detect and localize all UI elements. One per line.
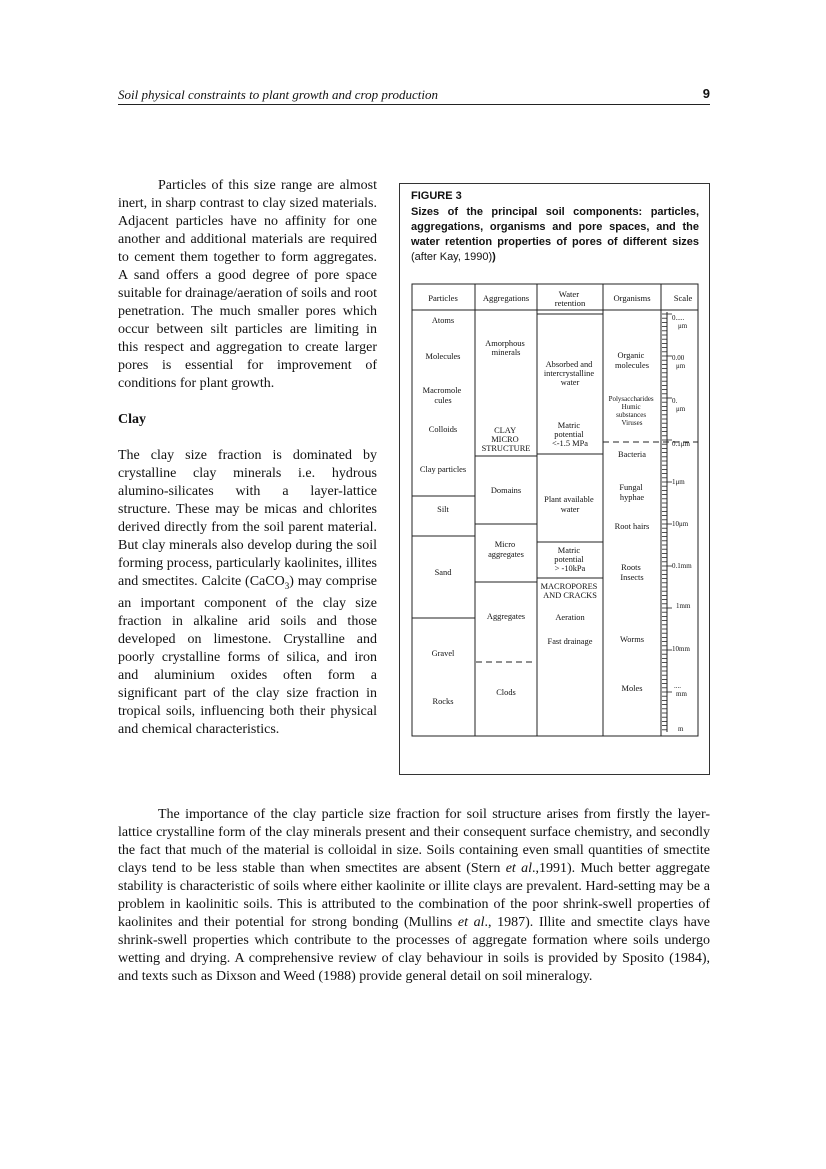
water-matric-low	[552, 421, 588, 448]
paragraph-clay-importance	[118, 806, 710, 986]
water-aeration: Aeration	[555, 613, 585, 622]
org-worms: Worms	[620, 635, 644, 644]
particle-rocks: Rocks	[432, 697, 454, 706]
macropores-l1: MACROPORES	[540, 582, 598, 591]
caption-ref: (after Kay, 1990)	[411, 251, 493, 263]
water-absorbed	[544, 360, 596, 387]
fungal-l2: hyphae	[619, 493, 645, 502]
roots-l1: Roots	[621, 563, 641, 572]
scale-label-15: m	[678, 725, 684, 733]
particle-atoms: Atoms	[431, 316, 455, 325]
paragraph-clay	[118, 447, 377, 739]
absorbed-l2: intercrystalline	[543, 369, 595, 378]
macromolecules-l2: cules	[434, 396, 452, 405]
subscript-3: 3	[284, 580, 290, 591]
agg-amorphous	[485, 339, 527, 357]
plant-available-l1: Plant available	[544, 495, 594, 504]
scale-label-8: 1μm	[672, 478, 685, 486]
matric-low-l3: <-1.5 MPa	[552, 439, 588, 448]
polysaccharides-l1: Polysaccharides	[608, 395, 654, 403]
header-particles: Particles	[428, 293, 458, 303]
header-organisms: Organisms	[613, 293, 651, 303]
particle-colloids: Colloids	[428, 425, 458, 434]
matric-high-l2: potential	[554, 555, 584, 564]
macropores-l2: AND CRACKS	[543, 591, 597, 600]
header-water-l2: retention	[554, 298, 586, 308]
org-fungal-hyphae	[619, 483, 644, 502]
clay-micro-l3: STRUCTURE	[481, 444, 531, 453]
scale-label-12: 10mm	[672, 645, 690, 653]
bottom-etal-2: et al	[457, 915, 485, 930]
running-title: Soil physical constraints to plant growth and crop production	[118, 87, 438, 102]
water-matric-high	[554, 546, 585, 573]
absorbed-l1: Absorbed and	[545, 360, 593, 369]
polysaccharides-l4: Viruses	[621, 419, 643, 427]
caption-close: )	[492, 251, 496, 263]
micro-agg-l1: Micro	[494, 540, 516, 549]
bottom-text-2: .,1991). Much better aggregate stability is characteristic of soils where either kaolinite or illite clays are prevalent. Hard-setting may be a problem in kaolinitic soils. This is attributed to the combination of the poor shrink-swell properties of kaolinites and their potential for strong bonding (Mullins	[118, 861, 710, 930]
particle-molecules: Molecules	[425, 352, 461, 361]
particle-gravel: Gravel	[431, 649, 455, 658]
matric-high-l1: Matric	[557, 546, 581, 555]
agg-clay-micro	[482, 426, 531, 453]
clay-text-a: The clay size fraction is dominated by crystalline clay minerals i.e. hydrous alumino-silicates with a layer-lattice structure. These may be micas and chlorites derived directly from the soil parent material. But clay minerals also develop during the soil forming process, particularly kaolinites, illites and smectites. Calcite (CaCO	[118, 448, 377, 589]
scale-label-6: μm	[676, 405, 686, 413]
header-scale: Scale	[673, 293, 693, 303]
org-polysaccharides	[609, 395, 656, 427]
scale-label-1: 0.....	[672, 314, 685, 322]
scale-label-5: 0.	[672, 397, 678, 405]
micro-agg-l2: aggregates	[488, 550, 524, 559]
caption-bold: Sizes of the principal soil components: particles, aggregations, organisms and pore spaces, and the water retention properties of pores of different sizes	[411, 206, 699, 248]
particle-sand: Sand	[434, 568, 452, 577]
org-root-hairs: Root hairs	[614, 522, 650, 531]
amorphous-l2: minerals	[491, 348, 521, 357]
scale-label-11: 1mm	[676, 602, 691, 610]
absorbed-l3: water	[560, 378, 580, 387]
plant-available-l2: water	[560, 505, 580, 514]
bottom-etal-1: et al	[505, 861, 533, 876]
scale-label-9: 10μm	[672, 520, 689, 528]
running-header	[118, 86, 710, 105]
agg-domains: Domains	[490, 486, 522, 495]
page-number: 9	[702, 86, 710, 101]
agg-micro	[488, 540, 524, 559]
water-macropores	[541, 582, 600, 600]
scale-label-13: ....	[674, 682, 681, 690]
particle-clay: Clay particles	[419, 465, 467, 474]
organic-molecules-l1: Organic	[617, 351, 645, 360]
amorphous-l1: Amorphous	[485, 339, 525, 348]
paragraph-particles: Particles of this size range are almost inert, in sharp contrast to clay sized materials. Adjacent particles have no affinity for one another and additional materials are required to cement them together to form aggregates. A sand offers a good degree of pore space suitable for drainage/aeration of soils and root penetration. The much smaller pores which occur between silt particles are limiting in this respect and aggregation to create larger pores is essential for improvement of conditions for plant growth.	[118, 178, 377, 391]
header-water-l1: Water	[558, 289, 580, 299]
scale-label-7: 0.1μm	[672, 440, 690, 448]
roots-l2: Insects	[620, 573, 644, 582]
left-column	[118, 177, 377, 739]
agg-aggregates: Aggregates	[486, 612, 526, 621]
macromolecules-l1: Macromole	[422, 386, 462, 395]
org-moles: Moles	[621, 684, 643, 693]
scale-label-2: μm	[678, 322, 688, 330]
fungal-l1: Fungal	[619, 483, 643, 492]
matric-high-l3: > -10kPa	[554, 564, 586, 573]
section-heading-clay: Clay	[118, 412, 146, 427]
organic-molecules-l2: molecules	[615, 361, 649, 370]
polysaccharides-l3: substances	[616, 411, 647, 419]
particle-silt: Silt	[437, 505, 449, 514]
scale-label-4: μm	[676, 362, 686, 370]
figure-label: FIGURE 3	[411, 190, 462, 202]
clay-text-b: ) may comprise an important component of the clay size fraction in alkaline arid soils and those developed on limestone. Crystalline and poorly crystalline forms of silica, and iron and aluminium oxides often form a significant part of the clay size fraction in tropical soils, influencing both their physical and chemical characteristics.	[118, 574, 377, 737]
bottom-text-1: The importance of the clay particle size fraction for soil structure arises from firstly the layer-lattice crystalline form of the clay minerals present and their consequent surface chemistry, and secondly the fact that much of the material is colloidal in size. Soils containing even small quantities of smectite clays tend to be less stable than when smectites are absent (Stern	[118, 807, 710, 876]
figure-3	[399, 183, 710, 775]
org-roots-insects	[620, 563, 643, 582]
particle-macromolecules	[423, 386, 464, 405]
matric-low-l2: potential	[554, 430, 584, 439]
scale-label-10: 0.1mm	[672, 562, 692, 570]
header-water	[555, 289, 586, 308]
clay-micro-l2: MICRO	[491, 435, 519, 444]
scale-label-3: 0.00	[672, 354, 685, 362]
water-plant-available	[544, 495, 596, 514]
header-aggregations: Aggregations	[482, 293, 530, 303]
water-fast-drainage: Fast drainage	[547, 637, 593, 646]
bottom-text-3: ., 1987). Illite and smectite clays have shrink-swell properties which contribute to the processes of aggregate formation where soils undergo wetting and drying. A comprehensive review of clay behaviour in soils is provided by Sposito (1984), and texts such as Dixson and Weed (1988) provide general detail on soil mineralogy.	[118, 915, 710, 984]
org-organic-molecules	[615, 351, 649, 370]
matric-low-l1: Matric	[557, 421, 581, 430]
body-paragraph	[118, 806, 710, 986]
agg-clods: Clods	[496, 688, 516, 697]
scale-label-14: mm	[676, 690, 687, 698]
org-bacteria: Bacteria	[618, 450, 646, 459]
polysaccharides-l2: Humic	[621, 403, 641, 411]
size-diagram	[400, 184, 709, 774]
clay-micro-l1: CLAY	[494, 426, 516, 435]
